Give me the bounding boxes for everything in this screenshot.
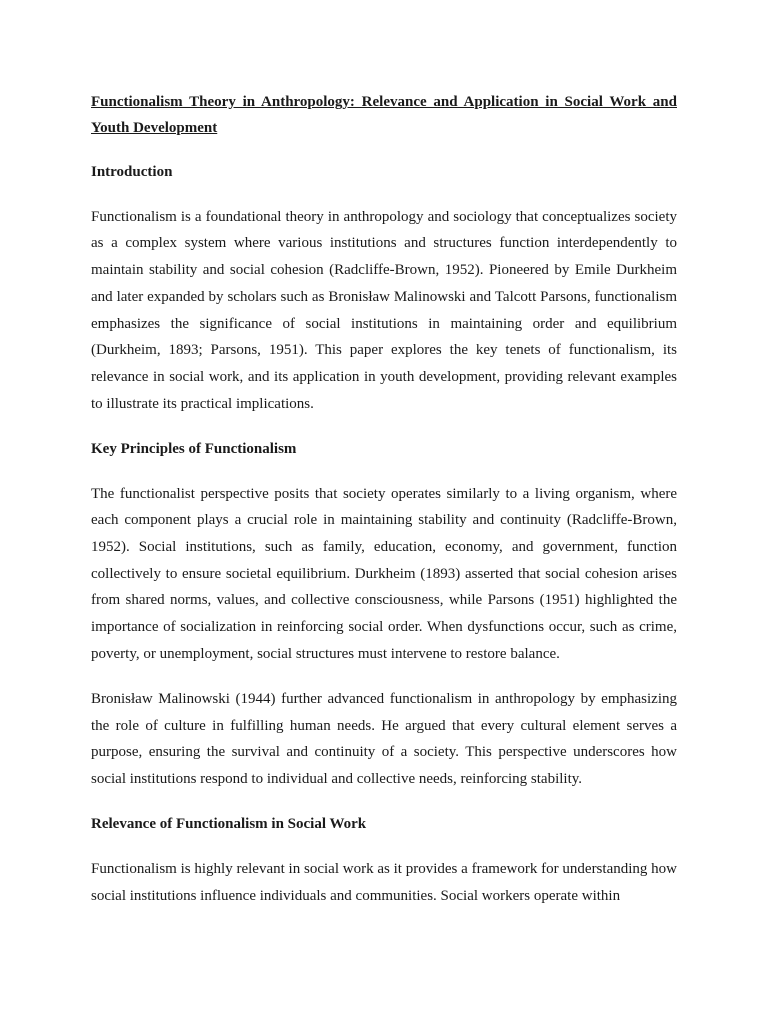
- paragraph: Functionalism is a foundational theory in anthropology and sociology that conceptualizes society as a complex system where various institutions and structures function interdependently to maintain stability and social cohesion (Radcliffe-Brown, 1952). Pioneered by Emile Durkheim and later expanded by scholars such as Bronisław Malinowski and Talcott Parsons, functionalism emphasizes the significance of social institutions in maintaining order and equilibrium (Durkheim, 1893; Parsons, 1951). This paper explores the key tenets of functionalism, its relevance in social work, and its application in youth development, providing relevant examples to illustrate its practical implications.: [91, 208, 677, 412]
- section-heading: Key Principles of Functionalism: [91, 440, 297, 457]
- paragraph: The functionalist perspective posits that society operates similarly to a living organism, where each component plays a crucial role in maintaining stability and continuity (Radcliffe-Brown, 1952). Social institutions, such as family, education, economy, and government, function collectively to ensure societal equilibrium. Durkheim (1893) asserted that social cohesion arises from shared norms, values, and collective consciousness, while Parsons (1951) highlighted the importance of socialization in reinforcing social order. When dysfunctions occur, such as crime, poverty, or unemployment, social structures must intervene to restore balance.: [91, 485, 677, 662]
- document-title: Functionalism Theory in Anthropology: Relevance and Application in Social Work and Youth Development: [91, 94, 677, 136]
- section-key-principles: [91, 436, 677, 793]
- document-body: [91, 89, 677, 928]
- section-heading: Introduction: [91, 164, 173, 180]
- section-relevance-social-work: [91, 811, 677, 909]
- paragraph: Functionalism is highly relevant in social work as it provides a framework for understanding how social institutions influence individuals and communities. Social workers operate within: [91, 860, 677, 904]
- section-heading: Relevance of Functionalism in Social Work: [91, 816, 367, 833]
- paragraph: Bronisław Malinowski (1944) further advanced functionalism in anthropology by emphasizing the role of culture in fulfilling human needs. He argued that every cultural element serves a purpose, ensuring the survival and continuity of a society. This perspective underscores how social institutions respond to individual and collective needs, reinforcing stability.: [91, 690, 677, 788]
- section-introduction: [91, 159, 677, 417]
